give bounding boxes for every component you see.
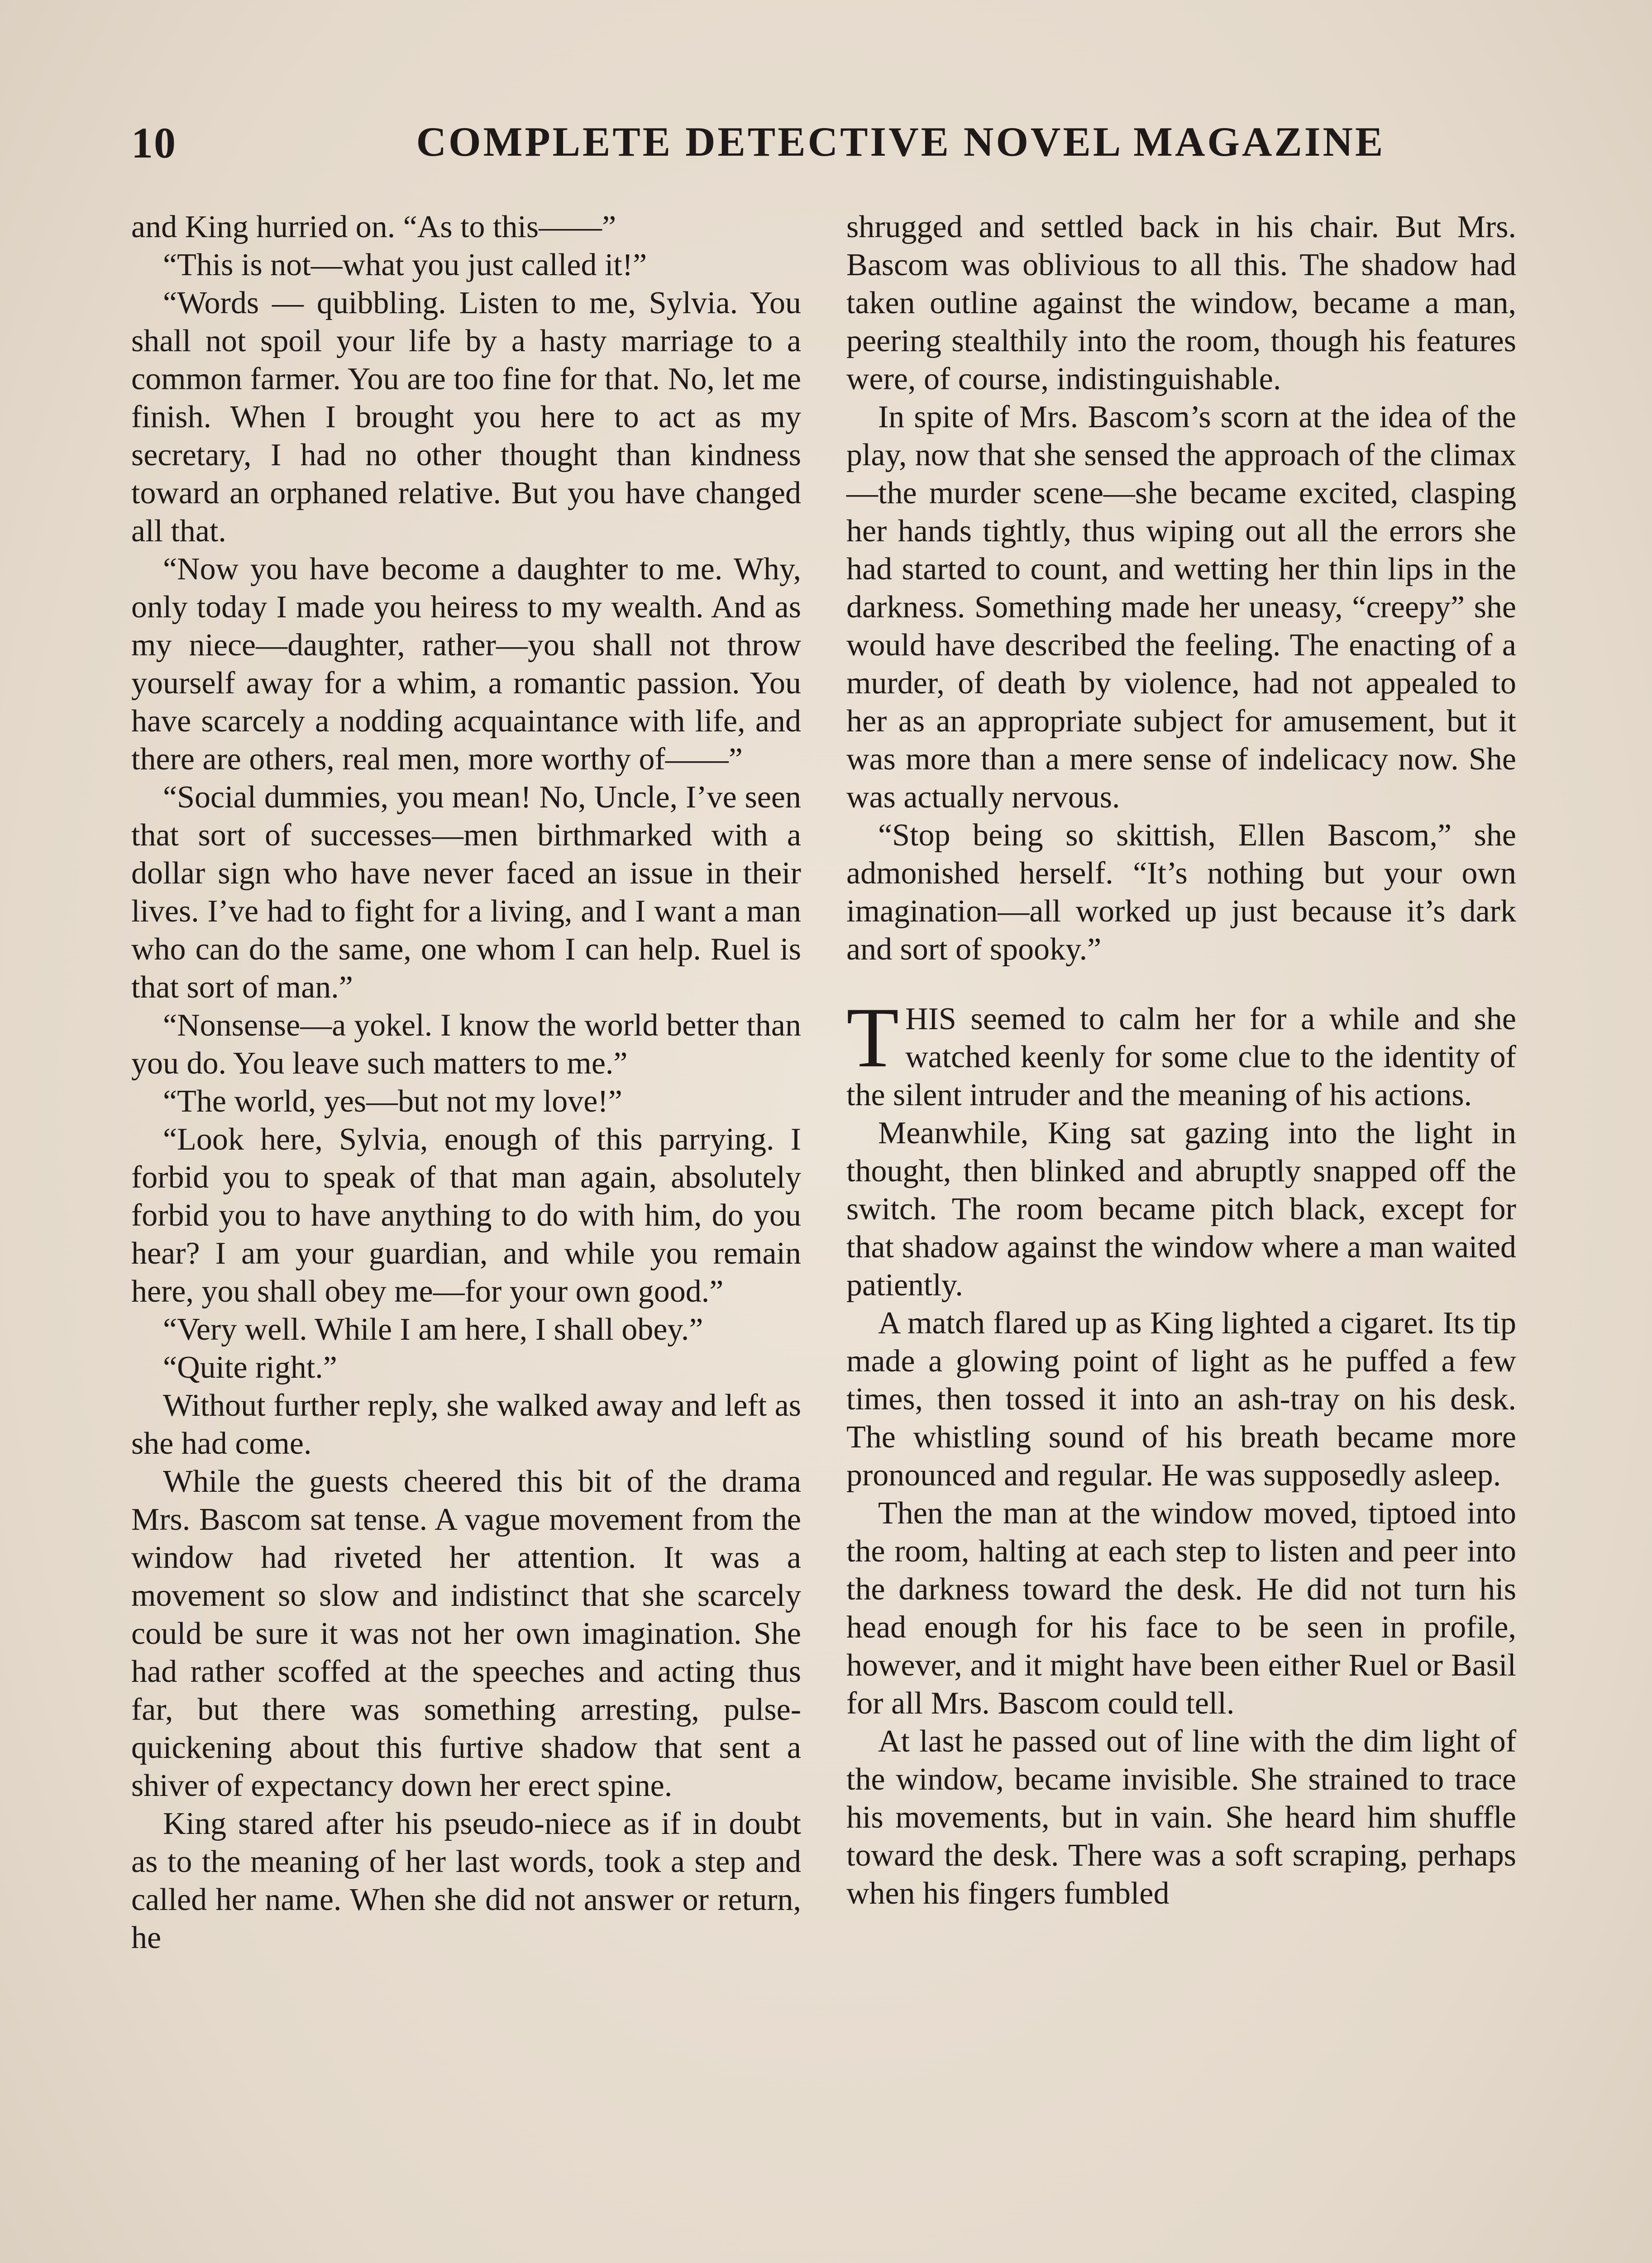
paragraph: At last he passed out of line with the dim light of the window, became invisible. She strained to trace his movements, but in vain. She heard him shuffle toward the desk. There was a soft scraping, perhaps when his fingers fumbled: [846, 1724, 1516, 1911]
paragraph: “This is not—what you just called it!”: [163, 248, 647, 282]
paragraph: In spite of Mrs. Bascom’s scorn at the idea of the play, now that she sensed the approach of the climax—the murder scene—she became excited, clasping her hands tightly, thus wiping out all the errors she had started to count, and wetting her thin lips in the darkness. Something made her uneasy, “creepy” she would have described the feeling. The enacting of a murder, of death by violence, had not appealed to her as an appropriate subject for amusement, but it was more than a mere sense of indelicacy now. She was actually nervous.: [846, 400, 1516, 815]
left-column: [131, 208, 801, 1957]
paragraph: “Nonsense—a yokel. I know the world better than you do. You leave such matters to me.”: [131, 1008, 801, 1081]
running-title: COMPLETE DETECTIVE NOVEL MAGAZINE: [416, 119, 1385, 165]
small-caps-lead: HIS: [905, 1002, 956, 1036]
page-header: [131, 118, 1521, 181]
paragraph: Then the man at the window moved, tiptoed into the room, halting at each step to listen and peer into the darkness toward the desk. He did not turn his head enough for his face to be seen in profile, however, and it might have been either Ruel or Basil for all Mrs. Bascom could tell.: [846, 1496, 1516, 1721]
paragraph: “Social dummies, you mean! No, Uncle, I’ve seen that sort of successes—men birthmarked with a dollar sign who have never faced an issue in their lives. I’ve had to fight for a living, and I want a man who can do the same, one whom I can help. Ruel is that sort of man.”: [131, 780, 801, 1005]
paragraph: Without further reply, she walked away and left as she had come.: [131, 1388, 801, 1461]
right-column: [846, 208, 1516, 1913]
drop-cap: T: [846, 990, 899, 1085]
paragraph: A match flared up as King lighted a cigaret. Its tip made a glowing point of light as he puffed a few times, then tossed it into an ash-tray on his desk. The whistling sound of his breath became more pronounced and regular. He was supposedly asleep.: [846, 1306, 1516, 1493]
paragraph: King stared after his pseudo-niece as if in doubt as to the meaning of her last words, took a step and called her name. When she did not answer or return, he: [131, 1806, 801, 1955]
paragraph: “Words — quibbling. Listen to me, Sylvia. You shall not spoil your life by a hasty marriage to a common farmer. You are too fine for that. No, let me finish. When I brought you here to act as my secretary, I had no other thought than kindness toward an orphaned relative. But you have changed all that.: [131, 286, 801, 549]
paragraph: shrugged and settled back in his chair. But Mrs. Bascom was oblivious to all this. The shadow had taken outline against the window, became a man, peering stealthily into the room, though his features were, of course, indistinguishable.: [846, 210, 1516, 396]
paragraph: “Quite right.”: [163, 1350, 337, 1385]
page-number: 10: [131, 119, 177, 167]
paragraph: “Look here, Sylvia, enough of this parrying. I forbid you to speak of that man again, absolutely forbid you to have anything to do with him, do you hear? I am your guardian, and while you remain here, you shall obey me—for your own good.”: [131, 1122, 801, 1309]
paragraph: “Very well. While I am here, I shall obey.”: [163, 1312, 703, 1347]
paragraph: Meanwhile, King sat gazing into the light in thought, then blinked and abruptly snapped off the switch. The room became pitch black, except for that shadow against the window where a man waited patiently.: [846, 1116, 1516, 1303]
paragraph: “Now you have become a daughter to me. Why, only today I made you heiress to my wealth. And as my niece—daughter, rather—you shall not throw yourself away for a whim, a romantic passion. You have scarcely a nodding acquaintance with life, and there are others, real men, more worthy of——”: [131, 552, 801, 777]
paragraph: and King hurried on. “As to this——”: [131, 210, 616, 244]
paragraph: “The world, yes—but not my love!”: [163, 1084, 622, 1119]
paragraph: “Stop being so skittish, Ellen Bascom,” she admonished herself. “It’s nothing but your own imagination—all worked up just because it’s dark and sort of spooky.”: [846, 818, 1516, 967]
paragraph-text: seemed to calm her for a while and she watched keenly for some clue to the identity of the silent intruder and the meaning of his actions.: [846, 1002, 1516, 1112]
paragraph: While the guests cheered this bit of the drama Mrs. Bascom sat tense. A vague movement from the window had riveted her attention. It was a movement so slow and indistinct that she scarcely could be sure it was not her own imagination. She had rather scoffed at the speeches and acting thus far, but there was something arresting, pulse-quickening about this furtive shadow that sent a shiver of expectancy down her erect spine.: [131, 1464, 801, 1803]
section-opening-paragraph: [846, 990, 1516, 1114]
